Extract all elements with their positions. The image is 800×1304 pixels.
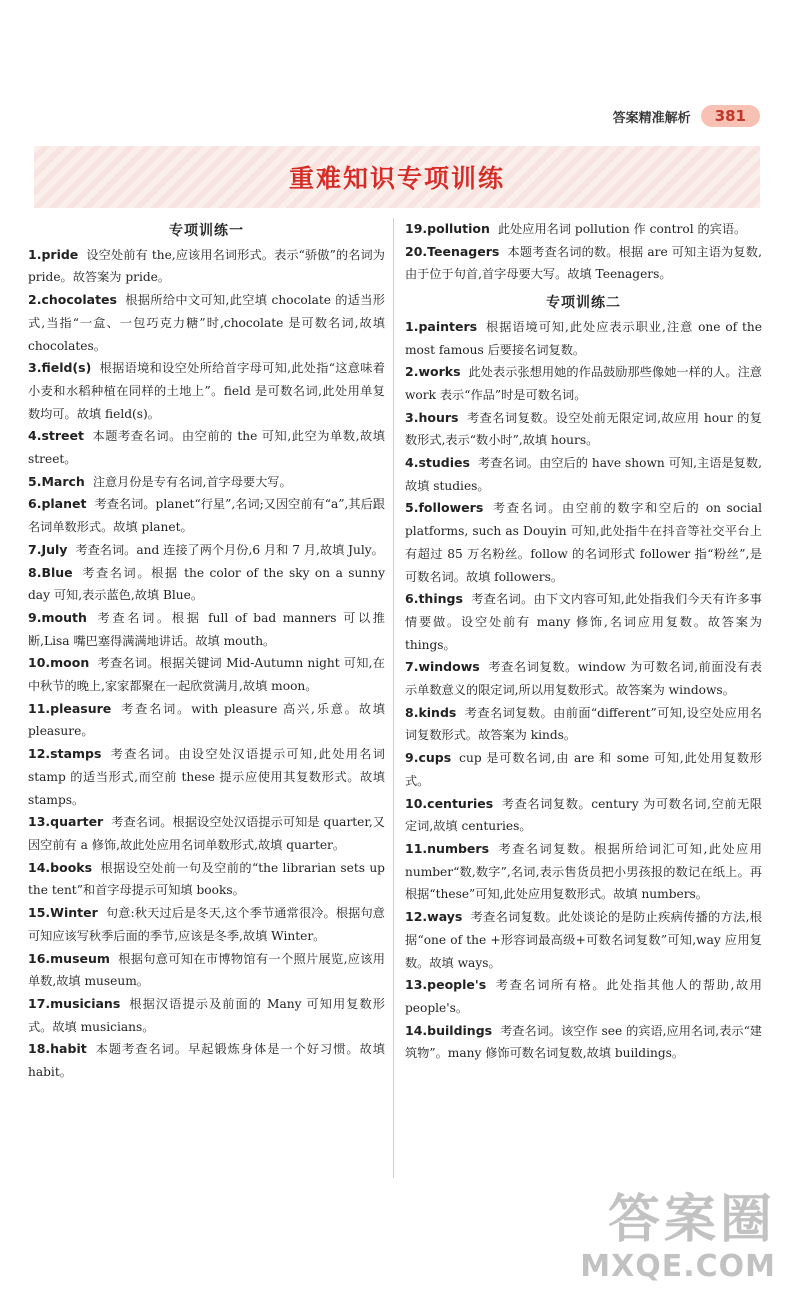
explanation-text: 考查名词复数。此处谈论的是防止疾病传播的方法,根据“one of the +形容词最高级+可数名词复数”可知,way 应用复数。故填 ways。: [405, 910, 762, 970]
explanation-text: cup 是可数名词,由 are 和 some 可知,此处用复数形式。: [405, 751, 762, 788]
explanation-text: 本题考查名词的数。根据 are 可知主语为复数,由于位于句首,首字母要大写。故填 Teenagers。: [405, 244, 762, 282]
answer-item: [28, 493, 385, 538]
answer-item: [405, 838, 762, 906]
answer-word: habit: [50, 1041, 87, 1057]
page-number-badge: 381: [701, 105, 760, 127]
page-header: [613, 105, 760, 127]
answer-word: cups: [418, 750, 452, 766]
answer-word: moon: [50, 655, 90, 671]
item-number: 20.: [405, 243, 428, 259]
item-number: 11.: [405, 840, 428, 856]
left-column: [28, 218, 385, 1084]
item-number: 8.: [405, 704, 419, 720]
title-banner: [34, 146, 760, 208]
answer-word: chocolates: [41, 292, 117, 308]
header-label: 答案精准解析: [612, 110, 691, 126]
item-number: 11.: [28, 700, 51, 716]
answer-word: painters: [418, 318, 478, 334]
explanation-text: 根据设空处前一句及空前的“the librarian sets up the tent”和首字母提示可知填 books。: [28, 860, 385, 898]
explanation-text: 本题考查名词。由空前的 the 可知,此空为单数,故填 street。: [28, 429, 385, 467]
answer-word: followers: [418, 500, 484, 516]
answer-item: [28, 607, 385, 652]
answer-word: March: [41, 473, 85, 489]
answer-item: [28, 902, 385, 947]
item-number: 12.: [405, 909, 428, 925]
item-number: 18.: [28, 1041, 51, 1057]
answer-item: [28, 562, 385, 607]
explanation-text: 考查名词复数。century 为可数名词,空前无限定词,故填 centuries。: [405, 796, 762, 834]
item-number: 7.: [28, 541, 42, 557]
item-number: 3.: [405, 409, 419, 425]
answer-item: [405, 361, 762, 406]
answer-word: stamps: [50, 746, 102, 762]
explanation-text: 此处表示张想用她的作品鼓励那些像她一样的人。注意 work 表示“作品”时是可数名词。: [405, 365, 762, 402]
answer-word: Blue: [41, 564, 73, 580]
item-number: 4.: [28, 428, 42, 444]
item-number: 2.: [405, 364, 419, 380]
explanation-text: 考查名词复数。由前面“different”可知,设空处应用名词复数形式。故答案为 kinds。: [405, 705, 762, 743]
explanation-text: 考查名词。由设空处汉语提示可知,此处用名词 stamp 的适当形式,而空前 these 提示应使用其复数形式。故填 stamps。: [28, 747, 385, 807]
answer-word: field(s): [41, 360, 92, 376]
answer-item: [405, 497, 762, 588]
answer-item: [28, 1038, 385, 1083]
item-number: 16.: [28, 950, 51, 966]
answer-word: Winter: [50, 905, 98, 921]
item-number: 5.: [28, 473, 42, 489]
answer-item: [405, 793, 762, 838]
explanation-text: 根据所给中文可知,此空填 chocolate 的适当形式,当指“一盒、一包巧克力糖”时,chocolate 是可数名词,故填 chocolates。: [28, 293, 385, 353]
answer-item: [405, 316, 762, 361]
exercise-list-2: [405, 316, 762, 1065]
answer-word: kinds: [418, 704, 457, 720]
answer-word: quarter: [50, 814, 104, 830]
explanation-text: 根据句意可知在市博物馆有一个照片展览,应该用单数,故填 museum。: [28, 951, 385, 989]
item-number: 13.: [405, 977, 428, 993]
explanation-text: 考查名词。with pleasure 高兴,乐意。故填 pleasure。: [28, 701, 385, 739]
item-number: 19.: [405, 221, 428, 236]
item-number: 8.: [28, 564, 42, 580]
answer-word: planet: [41, 496, 87, 512]
item-number: 6.: [405, 591, 419, 607]
item-number: 4.: [405, 455, 419, 471]
explanation-text: 根据语境和设空处所给首字母可知,此处指“这意味着小麦和水稻种植在同样的土地上”。field 是可数名词,此处用单复数均可。故填 field(s)。: [28, 361, 385, 421]
answer-word: buildings: [427, 1022, 493, 1038]
item-number: 17.: [28, 995, 51, 1011]
answer-item: [28, 993, 385, 1038]
answer-word: centuries: [427, 795, 494, 811]
answer-word: musicians: [50, 995, 121, 1011]
answer-item: [405, 588, 762, 656]
item-number: 14.: [28, 859, 51, 875]
answer-item: [405, 241, 762, 286]
explanation-text: 考查名词复数。设空处前无限定词,故应用 hour 的复数形式,表示“数小时”,故填 hours。: [405, 410, 762, 448]
explanation-text: 设空处前有 the,应该用名词形式。表示“骄傲”的名词为 pride。故答案为 pride。: [28, 247, 385, 285]
answer-item: [405, 747, 762, 792]
answer-item: [28, 811, 385, 856]
item-number: 9.: [28, 609, 42, 625]
answer-word: ways: [427, 909, 463, 925]
answer-item: [405, 974, 762, 1019]
item-number: 10.: [28, 655, 51, 671]
explanation-text: 考查名词。根据 full of bad manners 可以推断,Lisa 嘴巴塞得满满地讲话。故填 mouth。: [28, 610, 385, 648]
answer-word: windows: [418, 659, 480, 675]
item-number: 2.: [28, 292, 42, 308]
item-number: 1.: [405, 318, 419, 334]
answer-word: street: [41, 428, 84, 444]
answer-item: [28, 857, 385, 902]
item-number: 3.: [28, 360, 42, 376]
answer-word: July: [41, 541, 68, 557]
item-number: 10.: [405, 795, 428, 811]
answer-item: [28, 425, 385, 470]
explanation-text: 考查名词。根据设空处汉语提示可知是 quarter,又因空前有 a 修饰,故此处应用名词单数形式,故填 quarter。: [28, 815, 385, 852]
answer-item: [28, 698, 385, 743]
explanation-text: 考查名词。根据关键词 Mid-Autumn night 可知,在中秋节的晚上,家家都聚在一起欣赏满月,故填 moon。: [28, 656, 385, 694]
explanation-text: 考查名词。and 连接了两个月份,6 月和 7 月,故填 July。: [75, 542, 384, 557]
section-title: 专项训练二: [546, 295, 621, 312]
explanation-text: 考查名词。由下文内容可知,此处指我们今天有许多事情要做。设空处前有 many 修饰,名词应用复数。故答案为 things。: [405, 592, 762, 652]
answer-item: [28, 539, 385, 562]
answer-item: [405, 906, 762, 974]
answer-item: [28, 244, 385, 289]
item-number: 1.: [28, 246, 42, 262]
explanation-text: 考查名词。planet“行星”,名词;又因空前有“a”,其后跟名词单数形式。故填 planet。: [28, 497, 385, 535]
explanation-text: 根据汉语提示及前面的 Many 可知用复数形式。故填 musicians。: [28, 996, 385, 1034]
item-number: 14.: [405, 1022, 428, 1038]
column-divider: [393, 218, 394, 1178]
answer-word: works: [418, 364, 461, 380]
item-number: 5.: [405, 500, 419, 516]
item-number: 9.: [405, 750, 419, 766]
answer-item: [28, 471, 385, 494]
explanation-text: 句意:秋天过后是冬天,这个季节通常很冷。根据句意可知应该写秋季后面的季节,应该是冬季,故填 Winter。: [28, 906, 385, 943]
right-column: [405, 218, 762, 1065]
answer-word: studies: [418, 455, 470, 471]
explanation-text: 考查名词。该空作 see 的宾语,应用名词,表示“建筑物”。many 修饰可数名词复数,故填 buildings。: [405, 1023, 762, 1061]
answer-word: mouth: [41, 609, 87, 625]
answer-word: numbers: [427, 840, 490, 856]
item-number: 13.: [28, 814, 51, 830]
answer-word: people's: [427, 977, 487, 993]
item-number: 6.: [28, 496, 42, 512]
section-title: 专项训练一: [169, 223, 244, 239]
answer-word: museum: [50, 950, 110, 966]
explanation-text: 考查名词所有格。此处指其他人的帮助,故用 people's。: [405, 978, 762, 1015]
answer-item: [28, 948, 385, 993]
explanation-text: 注意月份是专有名词,首字母要大写。: [92, 474, 292, 489]
answer-item: [405, 407, 762, 452]
exercise-list-1: [28, 244, 385, 1084]
answer-word: pride: [41, 246, 79, 262]
item-number: 7.: [405, 659, 419, 675]
explanation-text: 考查名词复数。window 为可数名词,前面没有表示单数意义的限定词,所以用复数形式。故答案为 windows。: [405, 660, 762, 698]
explanation-text: 考查名词复数。根据所给词汇可知,此处应用 number“数,数字”,名词,表示售货员把小男孩报的数记在纸上。再根据“these”可知,此处应用复数形式。故填 numbers。: [405, 841, 762, 902]
watermark: [580, 1191, 776, 1284]
answer-item: [28, 652, 385, 697]
answer-item: [28, 743, 385, 811]
explanation-text: 根据语境可知,此处应表示职业,注意 one of the most famous 后要接名词复数。: [405, 319, 762, 357]
answer-item: [28, 289, 385, 357]
explanation-text: 此处应用名词 pollution 作 control 的宾语。: [497, 222, 747, 236]
answer-word: books: [50, 859, 93, 875]
explanation-text: 本题考查名词。早起锻炼身体是一个好习惯。故填 habit。: [28, 1042, 385, 1080]
explanation-text: 考查名词。由空前的数字和空后的 on social platforms, such as Douyin 可知,此处指牛在抖音等社交平台上有超过 85 万名粉丝。follow 的名词形式 follower 指“粉丝”,是可数名词。故填 followers。: [405, 501, 762, 584]
answer-item: [405, 1020, 762, 1065]
watermark-url: MXQE.COM: [580, 1249, 776, 1284]
answer-item: [405, 452, 762, 497]
answer-item: [28, 357, 385, 425]
answer-word: things: [418, 591, 463, 607]
item-number: 15.: [28, 905, 51, 921]
exercise-list-1-continued: [405, 218, 762, 286]
item-number: 12.: [28, 746, 51, 762]
page-title: 重难知识专项训练: [288, 164, 505, 193]
answer-item: [405, 218, 762, 241]
answer-word: Teenagers: [427, 243, 500, 259]
answer-item: [405, 656, 762, 701]
answer-word: pollution: [427, 221, 490, 236]
explanation-text: 考查名词。根据 the color of the sky on a sunny day 可知,表示蓝色,故填 Blue。: [28, 565, 385, 603]
answer-word: hours: [418, 409, 459, 425]
explanation-text: 考查名词。由空后的 have shown 可知,主语是复数,故填 studies。: [405, 456, 762, 493]
answer-item: [405, 702, 762, 747]
answer-word: pleasure: [50, 700, 112, 716]
watermark-logo-text: 答案圈: [607, 1190, 776, 1250]
